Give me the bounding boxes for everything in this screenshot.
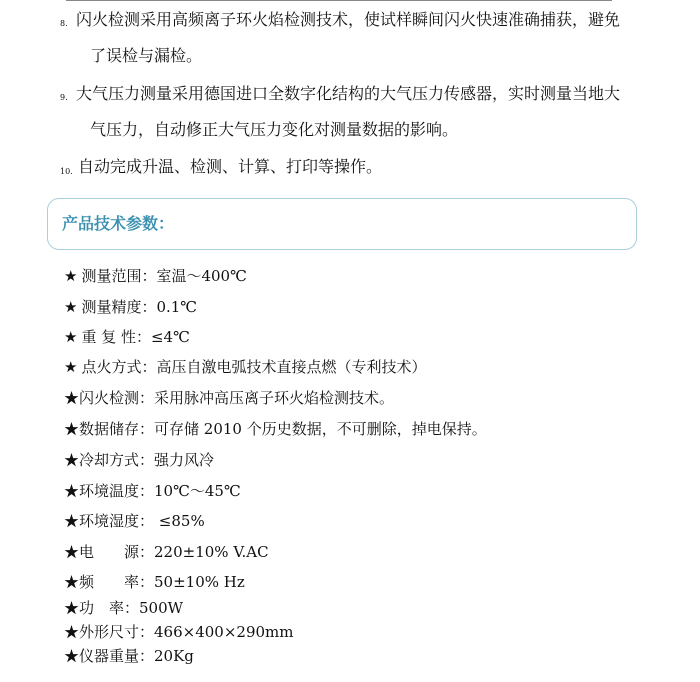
- spec-item: [64, 389, 394, 407]
- spec-text: 频 率：50±10% Hz: [79, 573, 245, 591]
- feature-text-line: 闪火检测采用高频离子环火焰检测技术，使试样瞬间闪火快速准确捕获，避免: [76, 10, 621, 29]
- spec-item: [64, 623, 294, 641]
- star-icon: ★: [64, 358, 78, 376]
- spec-item: [64, 328, 190, 346]
- spec-text: 电 源：220±10% V.AC: [79, 543, 269, 561]
- spec-text: 闪火检测：采用脉冲高压离子环火焰检测技术。: [79, 389, 395, 407]
- spec-text: 测量范围：室温～400℃: [81, 267, 247, 285]
- spec-item: [64, 543, 269, 561]
- feature-text-line: 了误检与漏检。: [90, 46, 203, 65]
- spec-item: [64, 573, 245, 591]
- star-icon: ★: [64, 573, 80, 591]
- feature-text-line: 大气压力测量采用德国进口全数字化结构的大气压力传感器，实时测量当地大: [76, 84, 621, 103]
- spec-item: [64, 512, 205, 530]
- star-icon: ★: [64, 420, 80, 438]
- spec-item: [64, 420, 487, 438]
- spec-item: [64, 599, 183, 617]
- star-icon: ★: [64, 512, 80, 530]
- spec-item: [64, 647, 194, 665]
- feature-text-line: 气压力，自动修正大气压力变化对测量数据的影响。: [90, 120, 459, 139]
- spec-item: [64, 358, 426, 376]
- section-header-title: 产品技术参数：: [62, 214, 175, 233]
- spec-item: [64, 451, 214, 469]
- spec-text: 环境湿度： ≤85%: [79, 512, 205, 530]
- star-icon: ★: [64, 298, 78, 316]
- feature-number: 9.: [60, 93, 68, 102]
- top-rule: [66, 0, 612, 1]
- star-icon: ★: [64, 623, 80, 641]
- spec-text: 环境温度：10℃～45℃: [79, 482, 241, 500]
- spec-text: 仪器重量：20Kg: [79, 647, 194, 665]
- spec-text: 数据储存：可存储 2010 个历史数据，不可删除，掉电保持。: [79, 420, 487, 438]
- spec-text: 重 复 性：≤4℃: [81, 328, 190, 346]
- star-icon: ★: [64, 543, 80, 561]
- star-icon: ★: [64, 328, 78, 346]
- spec-text: 冷却方式：强力风冷: [79, 451, 215, 469]
- section-header-box: [47, 198, 637, 250]
- spec-text: 测量精度：0.1℃: [81, 298, 198, 316]
- star-icon: ★: [64, 647, 80, 665]
- spec-text: 外形尺寸：466×400×290mm: [79, 623, 294, 641]
- star-icon: ★: [64, 451, 80, 469]
- spec-text: 功 率：500W: [79, 599, 184, 617]
- star-icon: ★: [64, 482, 80, 500]
- spec-item: [64, 298, 197, 316]
- spec-item: [64, 267, 247, 285]
- spec-text: 点火方式：高压自激电弧技术直接点燃（专利技术）: [81, 358, 427, 376]
- star-icon: ★: [64, 599, 80, 617]
- feature-number: 8.: [60, 19, 68, 28]
- spec-item: [64, 482, 241, 500]
- star-icon: ★: [64, 267, 78, 285]
- star-icon: ★: [64, 389, 80, 407]
- feature-text-line: 自动完成升温、检测、计算、打印等操作。: [78, 157, 383, 176]
- feature-number: 10.: [60, 167, 73, 176]
